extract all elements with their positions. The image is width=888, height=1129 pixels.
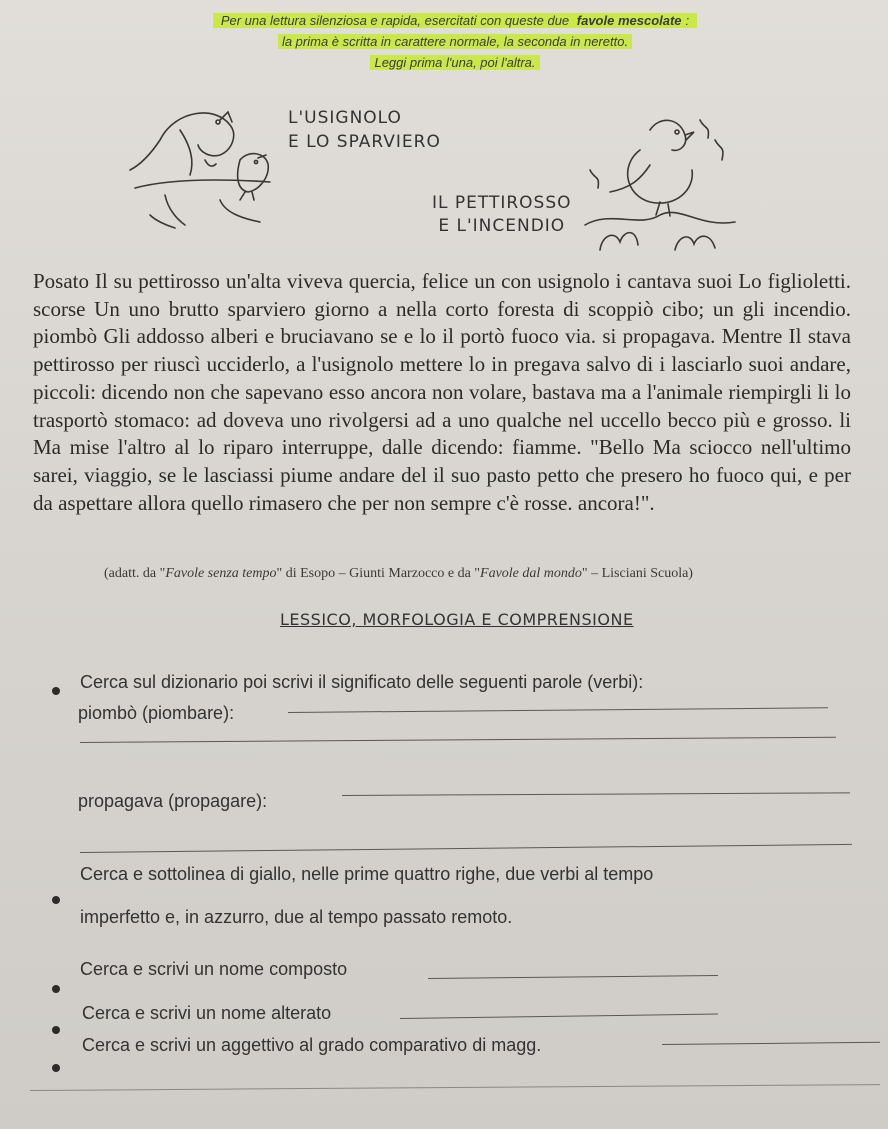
credit-mid: " di Esopo – Giunti Marzocco e da "	[276, 566, 481, 581]
intro-instructions	[60, 10, 850, 73]
source-credit	[104, 566, 693, 582]
title-left-line-2: E LO SPARVIERO	[288, 132, 441, 152]
question-1b: propagava (propagare):	[78, 791, 268, 811]
question-2-line-2: imperfetto e, in azzurro, due al tempo passato remoto.	[80, 907, 513, 927]
intro-bold-text: favole mescolate	[576, 13, 682, 28]
answer-line-q1a[interactable]	[80, 737, 836, 743]
answer-line-q1b[interactable]	[80, 844, 852, 853]
bullet-q5	[52, 1064, 60, 1072]
intro-line-1-end: :	[682, 13, 694, 28]
answer-line-q3[interactable]	[428, 975, 718, 979]
title-nightingale-and-hawk	[288, 106, 441, 154]
intro-line-1	[60, 10, 850, 31]
intro-line-2-text: la prima è scritta in carattere normale, la seconda in neretto.	[278, 34, 632, 49]
credit-book-1: Favole senza tempo	[165, 566, 277, 581]
title-right-line-1: IL PETTIROSSO	[432, 193, 572, 213]
story-paragraph: Posato Il su pettirosso un'alta viveva quercia, felice un con usignolo i cantava suoi Lo figlioletti. scorse Un uno brutto sparviero giorno a nella corto foresta di scoppiò cibo; un gli incendio. piombò Gli addosso alberi e bruciavano se e lo il portò fuoco via. si propagava. Mentre Il stava pettirosso per riuscì ucciderlo, a l'usignolo mettere lo in pregava salvo di i lasciarlo suoi andare, piccoli: dicendo non che sapevano esso ancora non volare, bastava ma a l'animale riempirgli li lo trasportò stomaco: ad doveva uno rivolgersi ad a uno qualche nel uccello becco più e grosso. li Ma mise l'altro al lo riparo interruppe, dalle dicendo: fiamme. "Bello Ma sciocco nell'ultimo sarei, viaggio, se le lasciassi piume andare del il suo pasto petto che presero ho fuoco qui, e per da aspettare allora quello rimasero che per non sempre c'è rosse. ancora!".	[33, 269, 851, 515]
answer-line-q5[interactable]	[662, 1042, 880, 1045]
intro-line-1-text: Per una lettura silenziosa e rapida, esercitati con queste due	[217, 13, 577, 28]
intro-line-3	[60, 52, 850, 73]
answer-line-q5-bottom[interactable]	[30, 1084, 880, 1091]
question-5: Cerca e scrivi un aggettivo al grado comparativo di magg.	[82, 1035, 542, 1055]
bullet-q4	[52, 1026, 60, 1034]
answer-line-q1b-right[interactable]	[342, 792, 850, 796]
question-1a: piombò (piombare):	[78, 703, 235, 723]
bullet-q2	[52, 896, 60, 904]
bullet-q3	[52, 985, 60, 993]
question-1: Cerca sul dizionario poi scrivi il significato delle seguenti parole (verbi):	[80, 672, 644, 692]
credit-book-2: Favole dal mondo	[480, 566, 582, 581]
robin-fire-illustration	[580, 110, 740, 255]
section-title: LESSICO, MORFOLOGIA E COMPRENSIONE	[280, 610, 634, 629]
title-left-line-1: L'USIGNOLO	[288, 108, 402, 128]
credit-pre: (adatt. da "	[104, 566, 166, 581]
question-2-line-1: Cerca e sottolinea di giallo, nelle prime quattro righe, due verbi al tempo	[80, 864, 654, 884]
intro-line-2	[60, 31, 850, 52]
bullet-q1	[52, 687, 60, 695]
question-3: Cerca e scrivi un nome composto	[80, 959, 348, 979]
intro-line-3-text: Leggi prima l'una, poi l'altra.	[370, 55, 539, 70]
answer-line-q4[interactable]	[400, 1014, 718, 1019]
title-right-line-2: E L'INCENDIO	[438, 216, 566, 236]
title-robin-and-fire	[432, 192, 572, 238]
credit-post: " – Lisciani Scuola)	[581, 566, 693, 581]
question-4: Cerca e scrivi un nome alterato	[82, 1003, 332, 1023]
mixed-fables-text	[33, 268, 851, 517]
answer-line-q1-top[interactable]	[288, 707, 828, 713]
nightingale-hawk-illustration	[120, 100, 290, 240]
